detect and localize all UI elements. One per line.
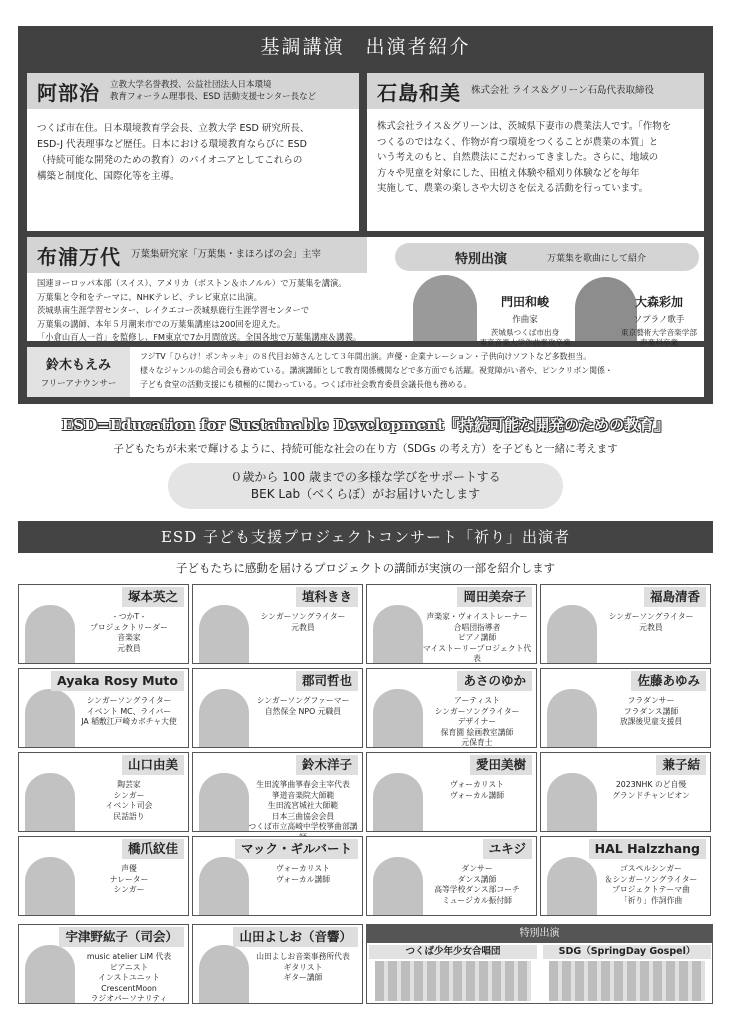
performer-name: ユキジ (483, 839, 532, 859)
group-tsukuba-choir (369, 945, 537, 1003)
speaker-role: 株式会社 ライス＆グリーン石島代表取締役 (471, 85, 654, 96)
performer-description (596, 696, 706, 728)
performer-description (596, 864, 706, 906)
performer-description (422, 696, 532, 749)
performer-description (248, 952, 358, 984)
performer-name: 福島清香 (644, 587, 706, 607)
performer-card (192, 836, 363, 916)
speaker-name-bar (27, 73, 359, 109)
performer-card (540, 836, 711, 916)
description-line: 「祈り」作詞作曲 (619, 895, 683, 905)
description-line: つくば市立高崎中学校箏曲部講 (248, 822, 358, 831)
description-line: JA 稲敷江戸崎カボチャ大使 (81, 717, 177, 726)
bio-line: つくるのではなく、作物が育つ環境をつくることが農業の本質」と (377, 136, 659, 148)
bio-line: 子ども食堂の活動支援にも積極的に関わっている。つくば市社会教育委員会議長他も務める。 (140, 380, 472, 389)
performer-card (18, 584, 189, 664)
guest-omori (611, 293, 707, 348)
performer-photo (25, 945, 75, 1003)
performer-photo (373, 605, 423, 663)
description-line: 生田流箏曲箏春会主宰代表 (256, 780, 350, 789)
performer-card (192, 752, 363, 832)
performer-description (248, 864, 358, 885)
description-line: ＆シンガーソングライター (604, 874, 698, 884)
performer-description (74, 696, 184, 728)
performer-photo (25, 689, 75, 747)
performer-photo (25, 857, 75, 915)
description-line: 高等学校ダンス部コーチ (434, 885, 520, 894)
bio-line: 万葉集と令和をテーマに、NHKテレビ、テレビ東京に出演。 (37, 291, 262, 302)
description-line: シンガー (113, 885, 145, 894)
performer-card (540, 752, 711, 832)
performer-photo (25, 605, 75, 663)
guest-name: 大森彩加 (634, 295, 683, 309)
special-performance-heading: 特別出演 (367, 925, 712, 943)
description-line: 声優 (121, 864, 137, 873)
guest-note (475, 328, 575, 348)
description-line: グランドチャンピオン (612, 790, 690, 800)
speaker-card-ishijima (367, 73, 704, 231)
bio-line: いう考えのもと、自然農法にこだわってきました。さらに、地域の (377, 152, 659, 163)
performer-photo (547, 773, 597, 831)
speaker-bio (140, 350, 700, 392)
bio-line: 構築と制度化、国際化等を主導。 (37, 171, 180, 182)
performer-description (248, 612, 358, 633)
note-line: 東京音楽大学作曲専攻卒業 (479, 338, 571, 347)
description-line: 陶芸家 (117, 780, 141, 789)
bio-line: つくば市在住。日本環境教育学会長、立教大学 ESD 研究所長、 (37, 123, 310, 134)
performer-name: 山口由美 (122, 755, 184, 775)
performer-card (18, 924, 189, 1004)
bio-line: 株式会社ライス＆グリーンは、茨城県下妻市の農業法人です。「作物を (377, 121, 671, 132)
role-line: 立教大学名誉教授、公益社団法人日本環境 (110, 80, 272, 90)
bio-line: 万葉集の講師、本年５月潮来市での万葉集講座は200回を迎えた。 (37, 318, 286, 329)
performer-photo (373, 857, 423, 915)
performer-card (18, 752, 189, 832)
performer-name: 愛田美樹 (470, 755, 532, 775)
description-line: プロジェクトテーマ曲 (612, 885, 690, 894)
performer-card (366, 668, 537, 748)
performer-description (74, 952, 184, 1005)
performer-card (366, 584, 537, 664)
description-line: 山田よしお音楽事務所代表 (256, 952, 350, 961)
speaker-card-furaura (27, 237, 704, 347)
special-guest-bar (395, 243, 699, 271)
performer-name: マック・ギルバート (235, 839, 358, 859)
description-line: シンガーソングファーマー (256, 696, 350, 705)
group-label: つくば少年少女合唱団 (369, 945, 537, 959)
description-line: 2023NHK のど自慢 (615, 780, 687, 789)
performer-photo (373, 689, 423, 747)
description-line: シンガー (113, 790, 145, 800)
performer-photo (199, 857, 249, 915)
speaker-bio (37, 277, 387, 345)
performer-description (422, 612, 532, 665)
description-line: ゴスペルシンガー (620, 864, 682, 873)
description-line: シンガーソングライター (608, 612, 694, 621)
performer-photo (373, 773, 423, 831)
performer-photo (547, 605, 597, 663)
bek-lab-banner (168, 463, 563, 509)
guest-note (611, 328, 707, 348)
description-line: 元教員 (291, 622, 315, 632)
performer-card (192, 924, 363, 1004)
description-line: マイストーリープロジェクト代表 (422, 643, 532, 663)
speaker-name: 阿部治 (37, 80, 100, 105)
performer-description (596, 612, 706, 633)
note-line: 東京藝術大学音楽学部 (621, 328, 697, 337)
esd-subtitle: 子どもたちが未来で輝けるように、持続可能な社会の在り方（SDGs の考え方）を子どもと一緒に考えます (113, 443, 618, 455)
speaker-role (110, 79, 316, 103)
performer-card (540, 584, 711, 664)
performer-card (192, 584, 363, 664)
performer-name: 佐藤あゆみ (631, 671, 706, 691)
description-line: インストユニットCrescentMoon (98, 973, 160, 993)
banner-line: ０歳から 100 歳までの多様な学びをサポートする (230, 470, 501, 484)
banner-line: BEK Lab（べくらぼ）がお届けいたします (250, 487, 481, 501)
description-line: music atelier LiM 代表 (86, 952, 172, 961)
speaker-name: 石島和美 (377, 80, 461, 105)
description-line: ヴォーカリスト (276, 864, 330, 873)
description-line: 保育園 絵画教室講師 (440, 727, 514, 737)
guest-role: 作曲家 (512, 315, 538, 325)
description-line: ナレーター (109, 874, 149, 884)
performer-name: HAL Halzzhang (589, 839, 706, 859)
speaker-card-suzuki (27, 347, 704, 397)
description-line: 生田流宮城社大師範 (267, 801, 339, 810)
description-line: 箏道音楽院大師範 (271, 790, 335, 800)
speaker-role: 万葉集研究家「万葉集・まほろばの会」主宰 (131, 249, 322, 260)
performer-photo (199, 945, 249, 1003)
performer-photo (25, 773, 75, 831)
performer-description (596, 780, 706, 801)
speaker-name: 布浦万代 (37, 244, 121, 269)
note-line: 声楽科卒業 (640, 338, 678, 347)
bio-line: （持続可能な開発のための教育）のパイオニアとしてこれらの (37, 155, 303, 166)
performer-name: 宇津野紘子（司会） (59, 927, 184, 947)
performer-description (248, 696, 358, 717)
description-line: デザイナー (457, 717, 497, 726)
description-line: 民話語り (113, 811, 145, 821)
description-line: 日本三曲協会会員 (271, 811, 335, 821)
performer-card (192, 668, 363, 748)
description-line: 元教員 (117, 643, 141, 653)
performer-description (422, 864, 532, 906)
description-line: 自然保全 NPO 元職員 (264, 706, 342, 716)
description-line: プロジェクトリーダー (90, 622, 168, 632)
description-line: ヴォーカル講師 (449, 790, 505, 800)
speaker-bio (37, 121, 353, 185)
performer-description (74, 612, 184, 654)
performer-card (366, 836, 537, 916)
portrait-kadota (413, 275, 477, 341)
performer-card (366, 752, 537, 832)
group-sdg-gospel (543, 945, 711, 1003)
note-line: 茨城県つくば市出身 (490, 328, 560, 337)
description-line: 元教員 (639, 622, 663, 632)
performer-name: Ayaka Rosy Muto (51, 671, 184, 691)
description-line: 合唱団指導者 (453, 622, 501, 632)
performer-name: 岡田美奈子 (457, 587, 532, 607)
description-line: シンガーソングライター (434, 706, 520, 716)
group-label: SDG（SpringDay Gospel） (543, 945, 711, 959)
performer-name: 鈴木洋子 (296, 755, 358, 775)
description-line: ラジオパーソナリティ (90, 994, 168, 1003)
esd-title: ESD=Education for Sustainable Development『持続可能な開発のための教育』 (61, 416, 670, 434)
performer-card (540, 668, 711, 748)
description-line: 声楽家・ヴォイストレーナー (426, 612, 528, 621)
special-performance-box (366, 924, 713, 1004)
group-photo (549, 961, 705, 1001)
group-photo (375, 961, 531, 1001)
speaker-bio (377, 119, 699, 197)
bio-line: 実施して、農業の楽しさや大切さを伝える活動を行っています。 (377, 183, 648, 194)
concert-title: ESD 子ども支援プロジェクトコンサート「祈り」出演者 (18, 521, 713, 553)
bio-line: ESD-J 代表理事など歴任。日本における環境教育ならびに ESD (37, 139, 307, 150)
special-guest-sub: 万葉集を歌曲にして紹介 (547, 254, 647, 264)
performer-photo (199, 689, 249, 747)
performer-name: 橋爪紋佳 (122, 839, 184, 859)
description-line: ギタリスト (283, 962, 323, 972)
description-line: ヴォーカル講師 (275, 874, 331, 884)
bio-line: 方々や児童を対象にした、田植え体験や稲刈り体験などを毎年 (377, 167, 640, 179)
keynote-panel (18, 26, 713, 404)
performer-card (18, 836, 189, 916)
description-line: - つかT - (113, 612, 145, 621)
description-line: ダンサー (461, 864, 493, 873)
keynote-title: 基調講演 出演者紹介 (260, 36, 471, 58)
speaker-name-bar (367, 73, 704, 109)
performer-name: 郡司哲也 (296, 671, 358, 691)
guest-name: 門田和峻 (500, 295, 549, 309)
description-line: 放課後児童支援員 (619, 717, 683, 726)
description-line: フラダンス講師 (623, 706, 679, 716)
description-line: ミュージカル振付師 (442, 895, 512, 905)
performer-photo (199, 773, 249, 831)
bio-line: 「小倉山百人一首」を監修し、FM東京で7か月間放送。全国各地で万葉集講座＆講義。 (37, 332, 362, 342)
concert-intro: 子どもたちに感動を届けるプロジェクトの講師が実演の一部を紹介します (175, 561, 556, 575)
performer-photo (547, 857, 597, 915)
description-line: フラダンサー (627, 696, 675, 705)
performer-photo (199, 605, 249, 663)
speaker-name-bar (27, 237, 367, 273)
speaker-name: 鈴木もえみ (45, 358, 111, 373)
role-line: 教育フォーラム理事長、ESD 活動支援センター長など (110, 92, 317, 102)
performer-name: 山田よしお（音響） (233, 927, 358, 947)
performer-description (74, 864, 184, 896)
performer-description (74, 780, 184, 822)
description-line: イベント司会 (105, 801, 153, 810)
description-line: シンガーソングライター (86, 696, 172, 705)
performer-description (248, 780, 358, 843)
guest-role: ソプラノ歌手 (633, 315, 685, 325)
bio-line: 茨城県南生涯学習センター、レイクエコー茨城県鹿行生涯学習センターで (37, 305, 310, 315)
speaker-name-box (27, 347, 130, 397)
description-line: ギター講師 (283, 973, 323, 982)
performer-description (422, 780, 532, 801)
performer-photo (547, 689, 597, 747)
bio-line: 様々なジャンルの総合司会も務めている。講演講師として教育関係機関などで多方面でも活躍。視覚障がい者や、ピンクリボン関係・ (140, 366, 613, 375)
performer-card (18, 668, 189, 748)
performer-name: 塚本英之 (122, 587, 184, 607)
description-line: シンガーソングライター (260, 612, 346, 621)
special-guest-heading: 特別出演 (455, 252, 508, 267)
description-line: ピアニスト (109, 962, 149, 972)
bio-line: フジTV「ひらけ！ポンキッキ」の８代目お姉さんとして３年間出演。声優・企業ナレーション・子供向けソフトなど多数担当。 (140, 352, 592, 361)
description-line: ヴォーカリスト (450, 780, 504, 789)
performer-name: 埴科きき (296, 587, 358, 607)
description-line: 元保育士 (461, 738, 493, 747)
speaker-card-abe (27, 73, 359, 231)
performer-name: あさのゆか (457, 671, 532, 691)
performer-name: 兼子結 (656, 755, 706, 775)
description-line: ピアノ講師 (457, 633, 497, 642)
bio-line: 国連ヨーロッパ本部（スイス）、アメリカ（ボストン＆ホノルル）で万葉集を講演。 (37, 278, 347, 288)
description-line: イベント MC、ライバー (86, 706, 172, 716)
description-line: アーティスト (454, 696, 500, 705)
description-line: 音楽家 (117, 633, 141, 642)
guest-kadota (475, 293, 575, 348)
speaker-role: フリーアナウンサー (40, 379, 117, 389)
description-line: ダンス講師 (457, 874, 497, 884)
